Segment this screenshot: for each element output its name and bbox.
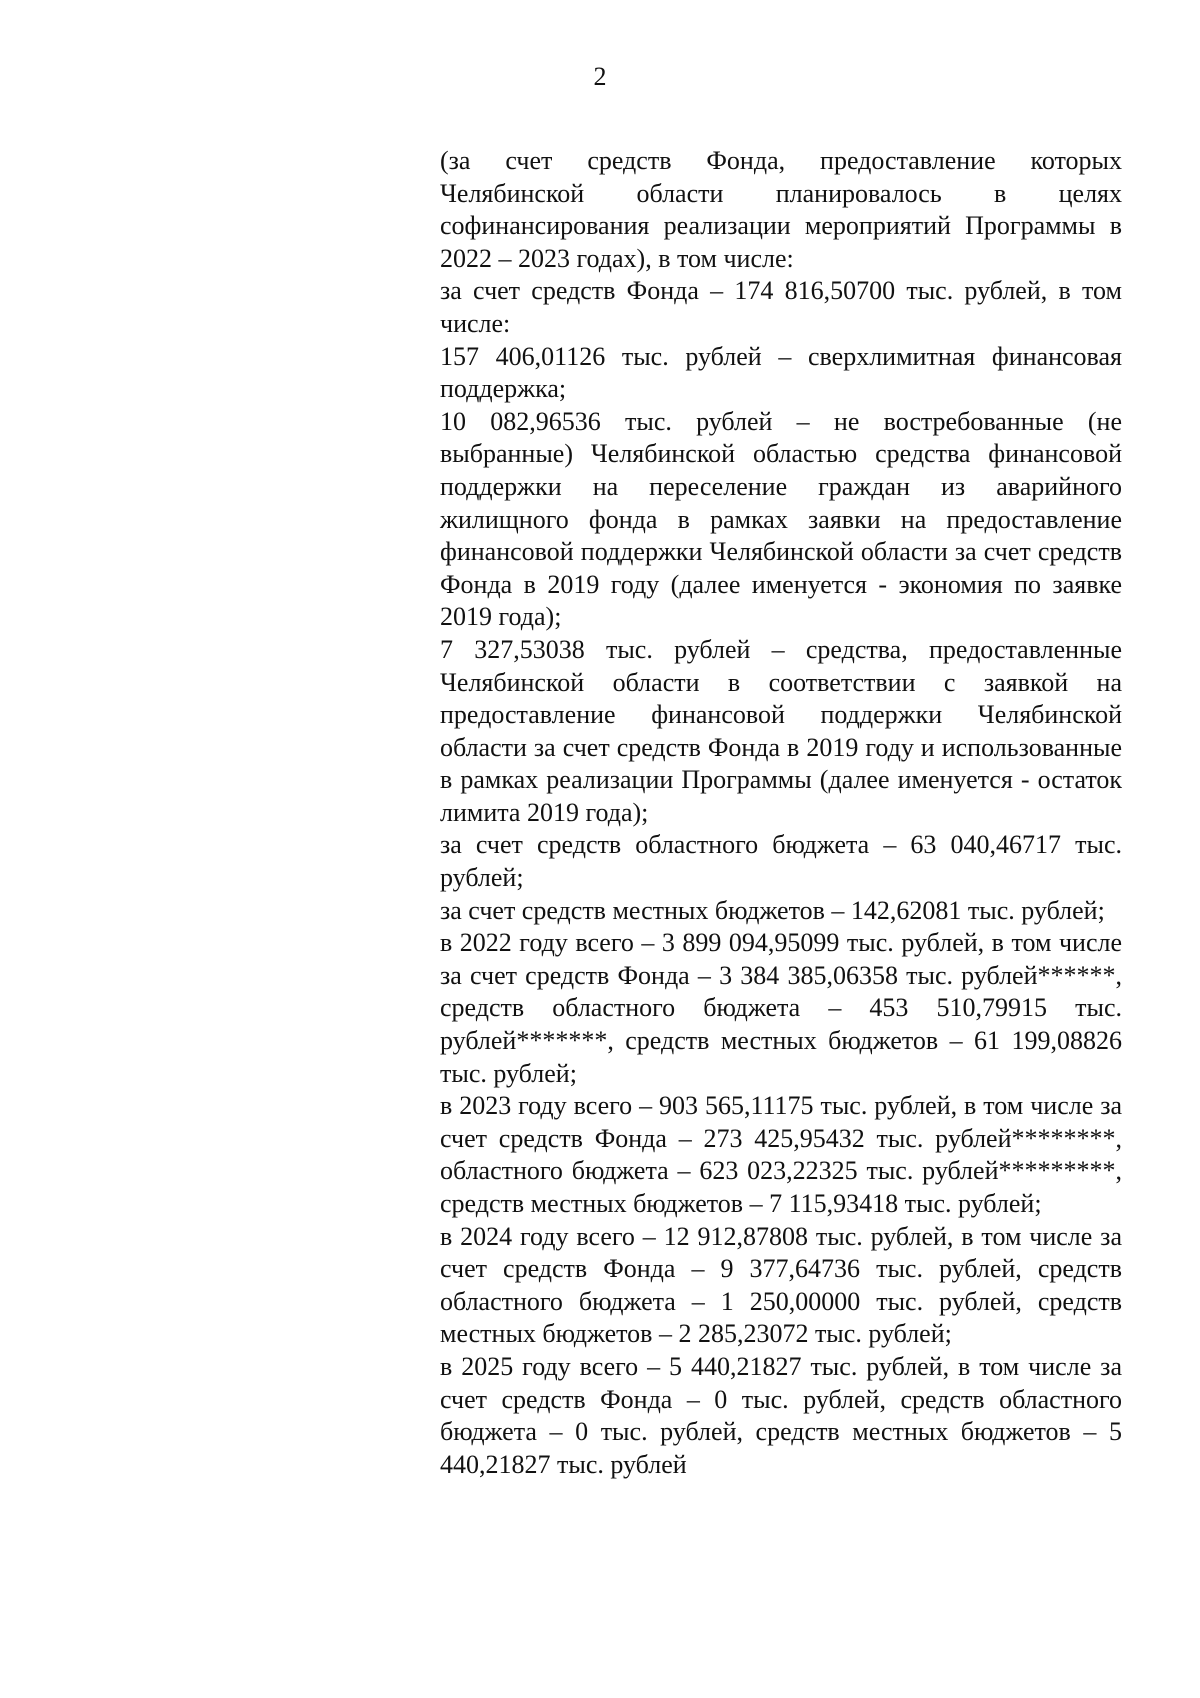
paragraph-fund-total: за счет средств Фонда – 174 816,50700 тыс. рублей, в том числе: bbox=[440, 276, 1122, 338]
paragraph-over-limit-support: 157 406,01126 тыс. рублей – сверхлимитная финансовая поддержка; bbox=[440, 341, 1122, 404]
paragraph-limit-remainder-2019: 7 327,53038 тыс. рублей – средства, предоставленные Челябинской области в соответствии с заявкой на предоставление финансовой поддержки Челябинской области за счет средств Фонда в 2019 году и использованные в рамках реализации Программы (далее именуется - остаток лимита 2019 года); bbox=[440, 634, 1122, 827]
paragraph-year-2022: в 2022 году всего – 3 899 094,95099 тыс. рублей, в том числе за счет средств Фонда – 3 384 385,06358 тыс. рублей******, средств областного бюджета – 453 510,79915 тыс. рублей*******, средств местных бюджетов – 61 199,08826 тыс. рублей; bbox=[440, 928, 1122, 1088]
paragraph-savings-2019: 10 082,96536 тыс. рублей – не востребованные (не выбранные) Челябинской областью средства финансовой поддержки на переселение граждан из аварийного жилищного фонда в рамках заявки на предоставление финансовой поддержки Челябинской области за счет средств Фонда в 2019 году (далее именуется - экономия по заявке 2019 года); bbox=[440, 406, 1122, 632]
paragraph-year-2025: в 2025 году всего – 5 440,21827 тыс. рублей, в том числе за счет средств Фонда – 0 тыс. рублей, средств областного бюджета – 0 тыс. рублей, средств местных бюджетов – 5 440,21827 тыс. рублей bbox=[440, 1351, 1122, 1479]
paragraph-regional-budget: за счет средств областного бюджета – 63 040,46717 тыс. рублей; bbox=[440, 830, 1122, 893]
document-body bbox=[440, 145, 1122, 1481]
paragraph-year-2023: в 2023 году всего – 903 565,11175 тыс. рублей, в том числе за счет средств Фонда – 273 425,95432 тыс. рублей********, областного бюджета – 623 023,22325 тыс. рублей*********, средств местных бюджетов – 7 115,93418 тыс. рублей; bbox=[440, 1091, 1122, 1218]
paragraph-local-budgets: за счет средств местных бюджетов – 142,62081 тыс. рублей; bbox=[440, 895, 1105, 925]
paragraph-year-2024: в 2024 году всего – 12 912,87808 тыс. рублей, в том числе за счет средств Фонда – 9 377,64736 тыс. рублей, средств областного бюджета – 1 250,00000 тыс. рублей, средств местных бюджетов – 2 285,23072 тыс. рублей; bbox=[440, 1221, 1122, 1349]
page-number: 2 bbox=[593, 62, 607, 91]
paragraph-fund-intro: (за счет средств Фонда, предоставление которых Челябинской области планировалось в целях софинансирования реализации мероприятий Программы в 2022 – 2023 годах), в том числе: bbox=[440, 146, 1122, 273]
